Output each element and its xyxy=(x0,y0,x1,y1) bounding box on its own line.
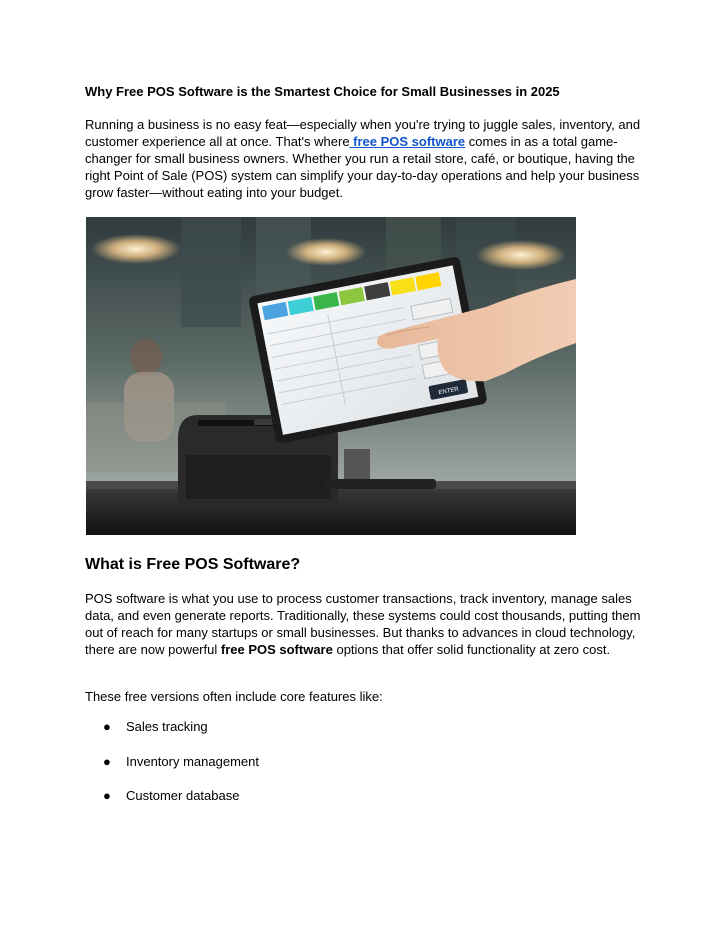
intro-paragraph xyxy=(85,116,645,201)
section-text-after-bold: options that offer solid functionality at zero cost. xyxy=(332,642,611,657)
features-list xyxy=(85,718,585,822)
bullet-icon: ● xyxy=(103,788,111,803)
features-intro: These free versions often include core features like: xyxy=(85,689,383,704)
feature-label: Sales tracking xyxy=(126,719,208,734)
intro-text-before-link: Running a business is no easy feat—especially when you're trying to juggle sales, inventory, and customer experience all at once. That's where xyxy=(85,117,641,149)
free-pos-software-bold: free POS software xyxy=(220,642,333,657)
section-heading: What is Free POS Software? xyxy=(85,556,301,573)
list-item xyxy=(85,787,585,822)
section-text-before-bold: POS software is what you use to process customer transactions, track inventory, manage sales data, and even generate reports. Traditionally, these systems could cost thousands, putting them out of reach for many startups or small businesses. But thanks to advances in cloud technology, there are now powerful xyxy=(85,591,641,657)
bullet-icon: ● xyxy=(103,719,111,734)
feature-label: Inventory management xyxy=(126,753,259,769)
free-pos-software-link[interactable]: free POS software xyxy=(349,134,466,149)
bullet-icon: ● xyxy=(103,753,111,769)
article-title: Why Free POS Software is the Smartest Choice for Small Businesses in 2025 xyxy=(85,84,560,99)
pos-terminal-photo xyxy=(86,217,576,535)
intro-text-after-link: comes in as a total game-changer for small business owners. Whether you run a retail store, café, or boutique, having the right Point of Sale (POS) system can simplify your day-to-day operations and help your business grow faster—without eating into your budget. xyxy=(85,134,640,200)
list-item xyxy=(85,753,585,788)
screen-enter-button: ENTER xyxy=(438,386,460,397)
list-item xyxy=(85,718,585,753)
feature-label: Customer database xyxy=(126,788,240,803)
section-paragraph xyxy=(85,590,645,658)
